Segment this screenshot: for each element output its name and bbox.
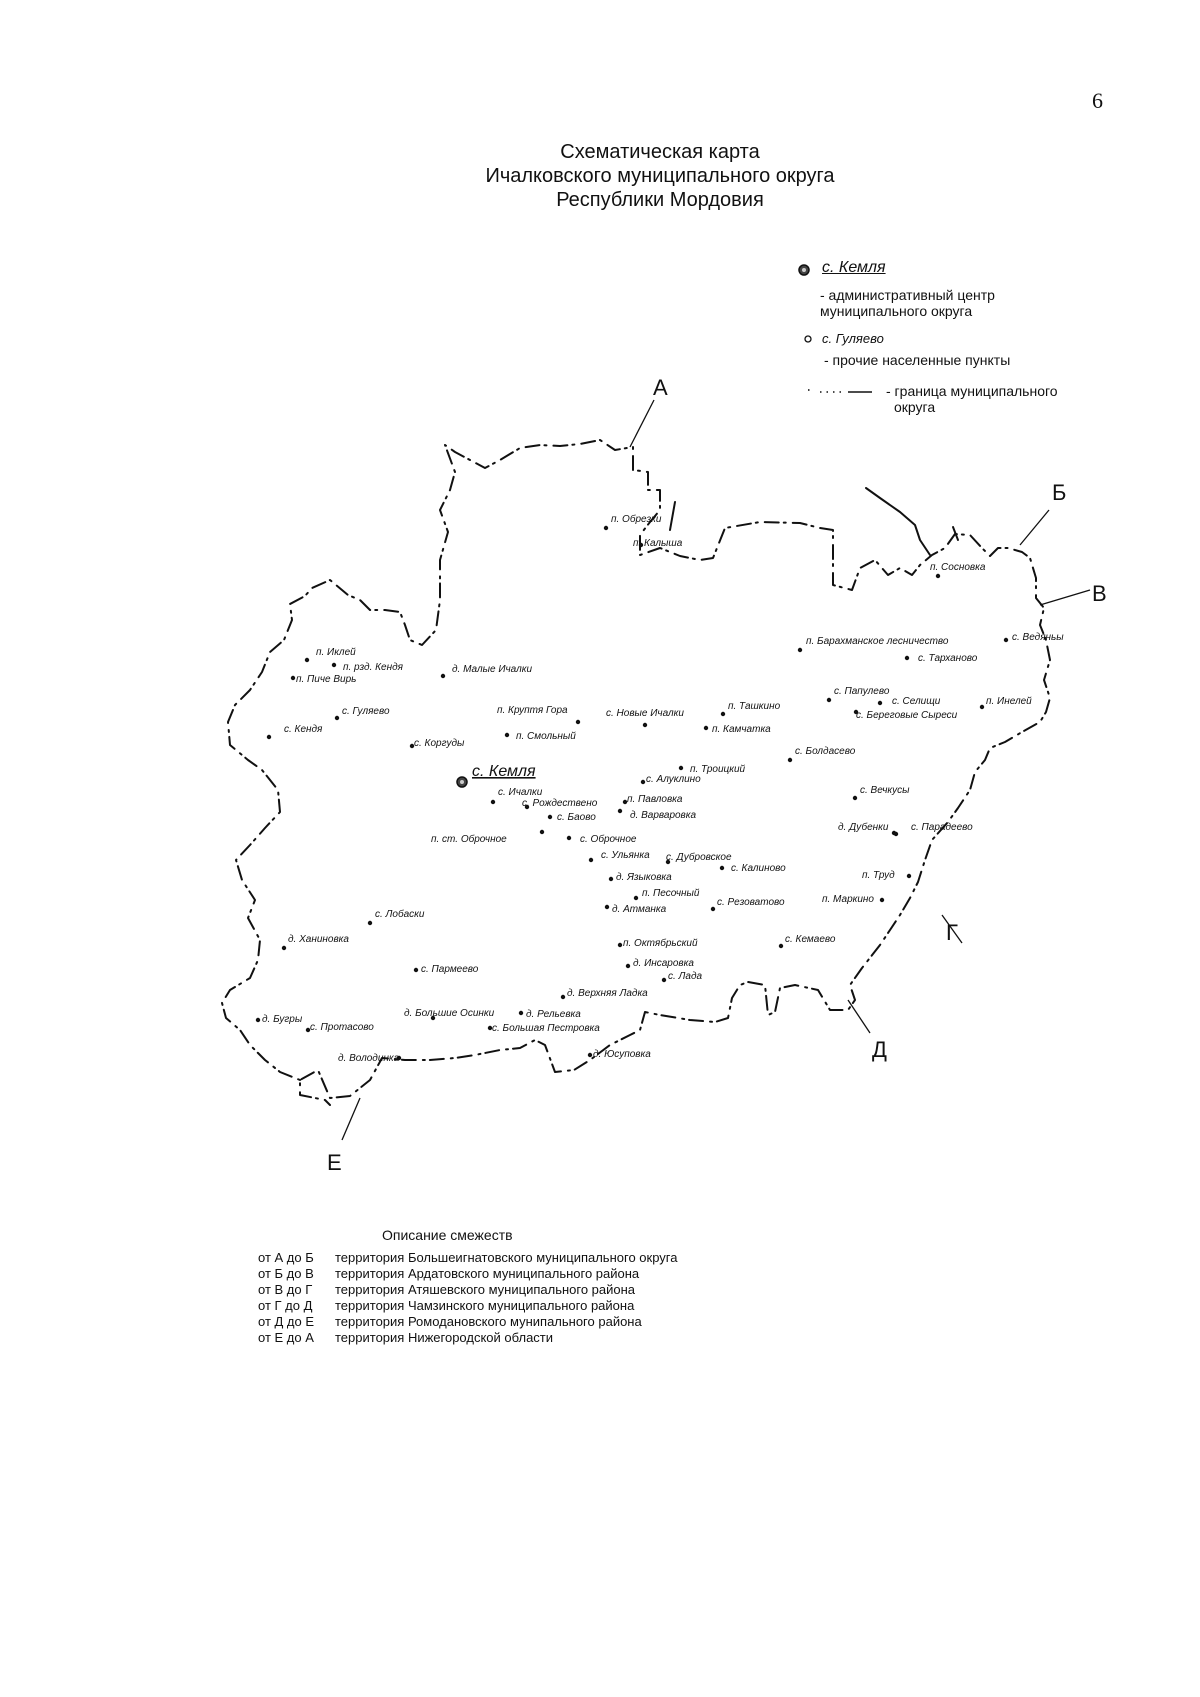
boundary-letter-a: А [653,375,668,400]
adjacency-text: территория Чамзинского муниципального района [335,1298,635,1313]
settlement-dot [720,866,724,870]
settlement-dot [540,830,544,834]
settlement [626,958,695,969]
settlement-label: п. Иклей [316,647,356,658]
settlement-dot [505,733,509,737]
settlement-dot [609,877,613,881]
admin-center-marker [457,777,467,787]
settlement-label: п. Маркино [822,894,874,905]
settlement-dot [936,574,940,578]
settlement-label: д. Бугры [262,1014,303,1025]
settlement-label: п. Троицкий [690,764,746,775]
settlement-dot [256,1018,260,1022]
settlement [305,647,356,662]
settlement [662,971,703,982]
adjacency-range: от А до Б [258,1250,314,1265]
settlement-dot [561,995,565,999]
settlement [561,988,648,999]
settlement-label: п. Камчатка [712,724,771,735]
boundary-letter-b: Б [1052,480,1067,505]
settlement-dot [634,896,638,900]
settlement-label: с. Селищи [892,696,941,707]
settlement [853,785,910,800]
settlement [838,821,896,835]
settlement-label: п. Инелей [986,696,1032,707]
settlement-label: с. Вечкусы [860,785,910,796]
adjacency-row [258,1298,677,1314]
settlement [704,724,771,735]
settlement-dot [704,726,708,730]
settlement-label: д. Юсуповка [593,1049,651,1060]
settlement-label: п. Сосновка [930,562,986,573]
settlement-dot [267,735,271,739]
settlement [497,705,580,724]
adjacency-text: территория Нижегородской области [335,1330,554,1345]
settlement [609,872,672,883]
settlement [641,774,701,785]
settlement [505,731,576,742]
settlement-dot [548,815,552,819]
settlement [335,706,390,720]
settlement [827,686,890,702]
settlement-dot [679,766,683,770]
admin-center-desc-line-1: - административный центр [820,287,995,303]
adjacency-text: территория Атяшевского муниципального района [335,1282,636,1297]
settlement-dot [980,705,984,709]
settlement [604,513,662,530]
settlement-dot [798,648,802,652]
settlement-dot [878,701,882,705]
settlement [488,1023,600,1034]
settlement-label: п. Павловка [627,794,683,805]
settlement-label: д. Языковка [616,872,672,883]
adjacency-row [258,1282,677,1298]
settlement-label: п. Песочный [642,888,700,899]
settlement [930,562,986,578]
settlement-label: с. Кендя [284,724,323,735]
settlement [618,809,697,821]
settlement-label: п. Барахманское лесничество [806,636,949,647]
settlement [567,833,637,845]
adjacency-row [258,1250,677,1266]
settlement [1004,632,1065,643]
settlement [306,1022,374,1033]
settlement-label: с. Оброчное [580,834,637,845]
settlement [588,1049,651,1060]
settlement [822,894,884,905]
settlement-label: с. Алуклино [646,774,701,785]
settlement [410,738,465,749]
boundary-letter-g: Г [946,920,958,945]
settlement-dot [641,780,645,784]
settlement [332,662,404,673]
settlement [522,798,598,809]
settlement [282,934,350,950]
settlement [779,934,836,948]
settlement [338,1053,401,1064]
settlement-label: с. Ведяньы [1012,632,1064,643]
settlement [894,822,973,836]
settlement-label: п. Труд [862,870,895,881]
settlement [878,696,941,707]
admin-center-label: с. Кемля [472,763,536,780]
settlement [441,664,533,678]
settlement-dot [853,796,857,800]
settlement [798,636,949,652]
settlement-label: д. Варваровка [630,810,697,821]
pointer-line-b [1020,510,1049,545]
settlement-dot [604,526,608,530]
settlement-dot [907,874,911,878]
settlement-label: с. Лада [668,971,703,982]
boundary-letter-v: В [1092,581,1107,606]
settlement-dot [332,663,336,667]
settlement-label: п. рзд. Кендя [343,662,403,673]
settlement [414,964,479,975]
settlement-label: п. Смольный [516,731,576,742]
settlement-dot [491,800,495,804]
settlement-dot [626,964,630,968]
settlement [256,1014,303,1025]
settlement [404,1008,495,1020]
settlement-label: п. Ташкино [728,701,781,712]
settlement-dot [605,905,609,909]
settlement [548,812,596,823]
settlement-dot [282,946,286,950]
settlement-label: д. Ханиновка [288,934,349,945]
settlement-label: с. Новые Ичалки [606,708,684,719]
settlement-label: с. Лобаски [375,909,425,920]
settlement-label: п. Пиче Вирь [296,674,357,685]
map-title-line-1: Схематическая карта [560,141,760,163]
settlement-label: д. Инсаровка [633,958,694,969]
settlement-legend-desc: - прочие населенные пункты [824,352,1011,368]
settlement-label: с. Гуляево [342,706,390,717]
settlement-label: с. Кемаево [785,934,836,945]
settlement-label: с. Ичалки [498,787,543,798]
settlement [862,870,911,881]
settlement-dot [567,836,571,840]
settlement-label: п. Калыша [633,538,683,549]
settlement [633,538,683,549]
settlement-label: д. Верхняя Ладка [567,988,648,999]
settlement-dot [1004,638,1008,642]
pointer-line-d [848,1000,870,1033]
admin-center-legend-label: с. Кемля [822,259,886,276]
settlement-label: с. Парадеево [911,822,973,833]
settlement-dot [827,698,831,702]
settlement-dot [905,656,909,660]
settlement [905,653,978,664]
settlement-label: д. Рельевка [526,1009,581,1020]
settlement [605,904,667,915]
settlement-dot [779,944,783,948]
settlement-label: с. Баово [557,812,596,823]
adjacency-range: от Е до А [258,1330,314,1345]
pointer-line-a [630,400,654,447]
settlement [267,724,323,739]
settlement-label: с. Резоватово [717,897,785,908]
settlement-dot [588,1053,592,1057]
settlement-label: д. Малые Ичалки [452,664,533,675]
settlement-dot [880,898,884,902]
settlement-dot [368,921,372,925]
adjacency-text: территория Ардатовского муниципального района [335,1266,640,1281]
settlement-label: с. Рождествено [522,798,598,809]
settlement [589,850,650,862]
settlement [854,710,958,721]
settlement-dot [894,832,898,836]
settlement [291,674,357,685]
settlement-label: с. Калиново [731,863,786,874]
settlement-dot [519,1011,523,1015]
settlements-layer [256,513,1065,1064]
settlement-label: с. Пармеево [421,964,479,975]
settlement-dot [335,716,339,720]
settlement-label: с. Папулево [834,686,890,697]
settlement-label: с. Коргуды [414,738,465,749]
adjacency-text: территория Большеигнатовского муниципального округа [335,1250,678,1265]
settlement-dot [643,723,647,727]
boundary-letter-d: Д [872,1037,887,1062]
admin-center-desc-line-2: муниципального округа [820,303,973,319]
settlement [623,794,683,805]
settlement-label: с. Береговые Сыреси [856,710,958,721]
settlement-label: с. Большая Пестровка [492,1023,600,1034]
adjacency-text: территория Ромодановского мунипального района [335,1314,642,1329]
page-number: 6 [1092,88,1103,113]
boundary-letter-e: Е [327,1150,342,1175]
adjacency-row [258,1314,677,1330]
adjacency-heading: Описание смежеств [382,1227,513,1243]
adjacency-range: от В до Г [258,1282,313,1297]
settlement-legend-label: с. Гуляево [822,331,884,346]
settlement-label: д. Большие Осинки [404,1008,495,1019]
settlement-label: п. Круптя Гора [497,705,568,716]
settlement [606,708,684,727]
settlement-label: с. Ульянка [601,850,650,861]
settlement-label: с. Протасово [310,1022,374,1033]
settlement [720,863,786,874]
border-desc-line-1: - граница муниципального [886,383,1058,399]
settlement-dot [576,720,580,724]
settlement [368,908,425,925]
settlement-dot [711,907,715,911]
settlement [721,701,781,716]
adjacency-range: от Д до Е [258,1314,315,1329]
pointer-line-v [1040,590,1090,605]
adjacency-row [258,1266,677,1282]
adjacency-range: от Г до Д [258,1298,313,1313]
settlement-label: с. Дубровское [666,852,732,863]
settlement-label: с. Тарханово [918,653,978,664]
settlement [980,696,1032,709]
settlement-label: д. Дубенки [838,822,889,833]
settlement-dot [305,658,309,662]
settlement-dot [589,858,593,862]
settlement-label: п. Обрезки [611,514,662,525]
settlement [634,888,700,900]
map-title-line-2: Ичалковского муниципального округа [485,165,835,187]
settlement-label: п. Октябрьский [623,938,698,949]
settlement [618,937,698,949]
settlement-label: с. Болдасево [795,746,856,757]
settlement-label: д. Володинка [338,1053,400,1064]
settlement-dot [618,943,622,947]
adjacency-range: от Б до В [258,1266,314,1281]
settlement-dot [441,674,445,678]
settlement-dot [291,676,295,680]
settlement-label: п. ст. Оброчное [431,834,507,845]
settlement-label: д. Атманка [612,904,667,915]
settlement [788,746,856,762]
settlement-dot [721,712,725,716]
settlement [431,830,544,845]
settlement [711,897,785,911]
pointer-line-e [342,1098,360,1140]
adjacency-table [258,1250,677,1346]
adjacency-row [258,1330,677,1346]
border-desc-line-2: округа [894,399,936,415]
settlement-dot [788,758,792,762]
settlement [519,1009,581,1020]
map-title-line-3: Республики Мордовия [556,189,764,211]
settlement-dot [618,809,622,813]
settlement [666,851,732,864]
settlement-dot [414,968,418,972]
settlement-dot [662,978,666,982]
